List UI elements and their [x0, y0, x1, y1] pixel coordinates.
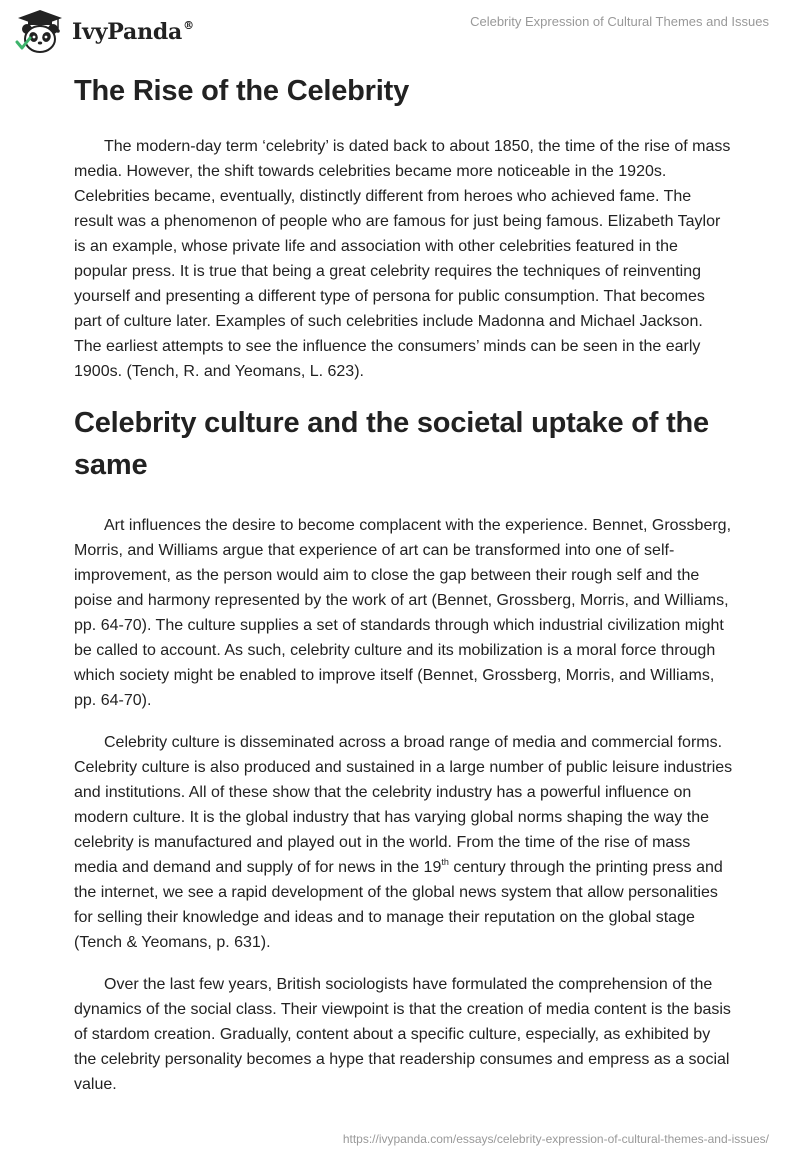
paragraph-celebrity-disseminated: Celebrity culture is disseminated across a broad range of media and commercial forms. Celebrity culture is also produced and sustained in a large number of public leisure industries and institutions. All of these show that the celebrity industry has a powerful influence on modern culture. It is the global industry that has varying global norms shaping the way the celebrity is manufactured and played out in the world. From the time of the rise of mass media and demand and supply of for news in the 19th century through the printing press and the internet, we see a rapid development of the global news system that allow personalities for selling their knowledge and ideas and to manage their reputation on the global stage (Tench & Yeomans, p. 631). — [74, 734, 733, 951]
paragraph-british-sociologists: Over the last few years, British sociologists have formulated the comprehension of the dynamics of the social class. Their viewpoint is that the creation of media content is the basis of stardom creation. Gradually, content about a specific culture, especially, as exhibited by the celebrity personality becomes a hype that readership consumes and empress as a social value. — [74, 976, 731, 1093]
page-header — [0, 0, 800, 60]
paragraph-rise-of-celebrity: The modern-day term ‘celebrity’ is dated back to about 1850, the time of the rise of mass media. However, the shift towards celebrities became more noticeable in the 1920s. Celebrities became, eventually, distinctly different from heroes who achieved fame. The result was a phenomenon of people who are famous for just being famous. Elizabeth Taylor is an example, whose private life and association with other celebrities featured in the popular press. It is true that being a great celebrity requires the techniques of reinventing yourself and presenting a different type of persona for public consumption. That becomes part of culture later. Examples of such celebrities include Madonna and Michael Jackson. The earliest attempts to see the influence the consumers’ minds can be seen in the early 1900s. (Tench, R. and Yeomans, L. 623). — [74, 138, 731, 380]
essay-body — [74, 68, 734, 1097]
section-heading-rise-of-celebrity: The Rise of the Celebrity — [74, 75, 410, 107]
running-title: Celebrity Expression of Cultural Themes and Issues — [470, 14, 769, 29]
paragraph-art-influences: Art influences the desire to become complacent with the experience. Bennet, Grossberg, Morris, and Williams argue that experience of art can be transformed into one of self-improvement, as the person would aim to close the gap between their rough self and the poise and harmony represented by the work of art (Bennet, Grossberg, Morris, and Williams, pp. 64-70). The culture supplies a set of standards through which industrial civilization might be called to account. As such, celebrity culture and its mobilization is a moral force through which society might be enabled to improve itself (Bennet, Grossberg, Morris, and Williams, pp. 64-70). — [74, 517, 732, 709]
source-url[interactable]: https://ivypanda.com/essays/celebrity-expression-of-cultural-themes-and-issues/ — [342, 1132, 769, 1146]
panda-graduate-icon — [14, 8, 66, 56]
section-heading-celebrity-culture: Celebrity culture and the societal uptake of the same — [74, 407, 709, 481]
brand-name: IvyPanda® — [72, 19, 194, 45]
ivypanda-logo[interactable] — [14, 8, 194, 56]
